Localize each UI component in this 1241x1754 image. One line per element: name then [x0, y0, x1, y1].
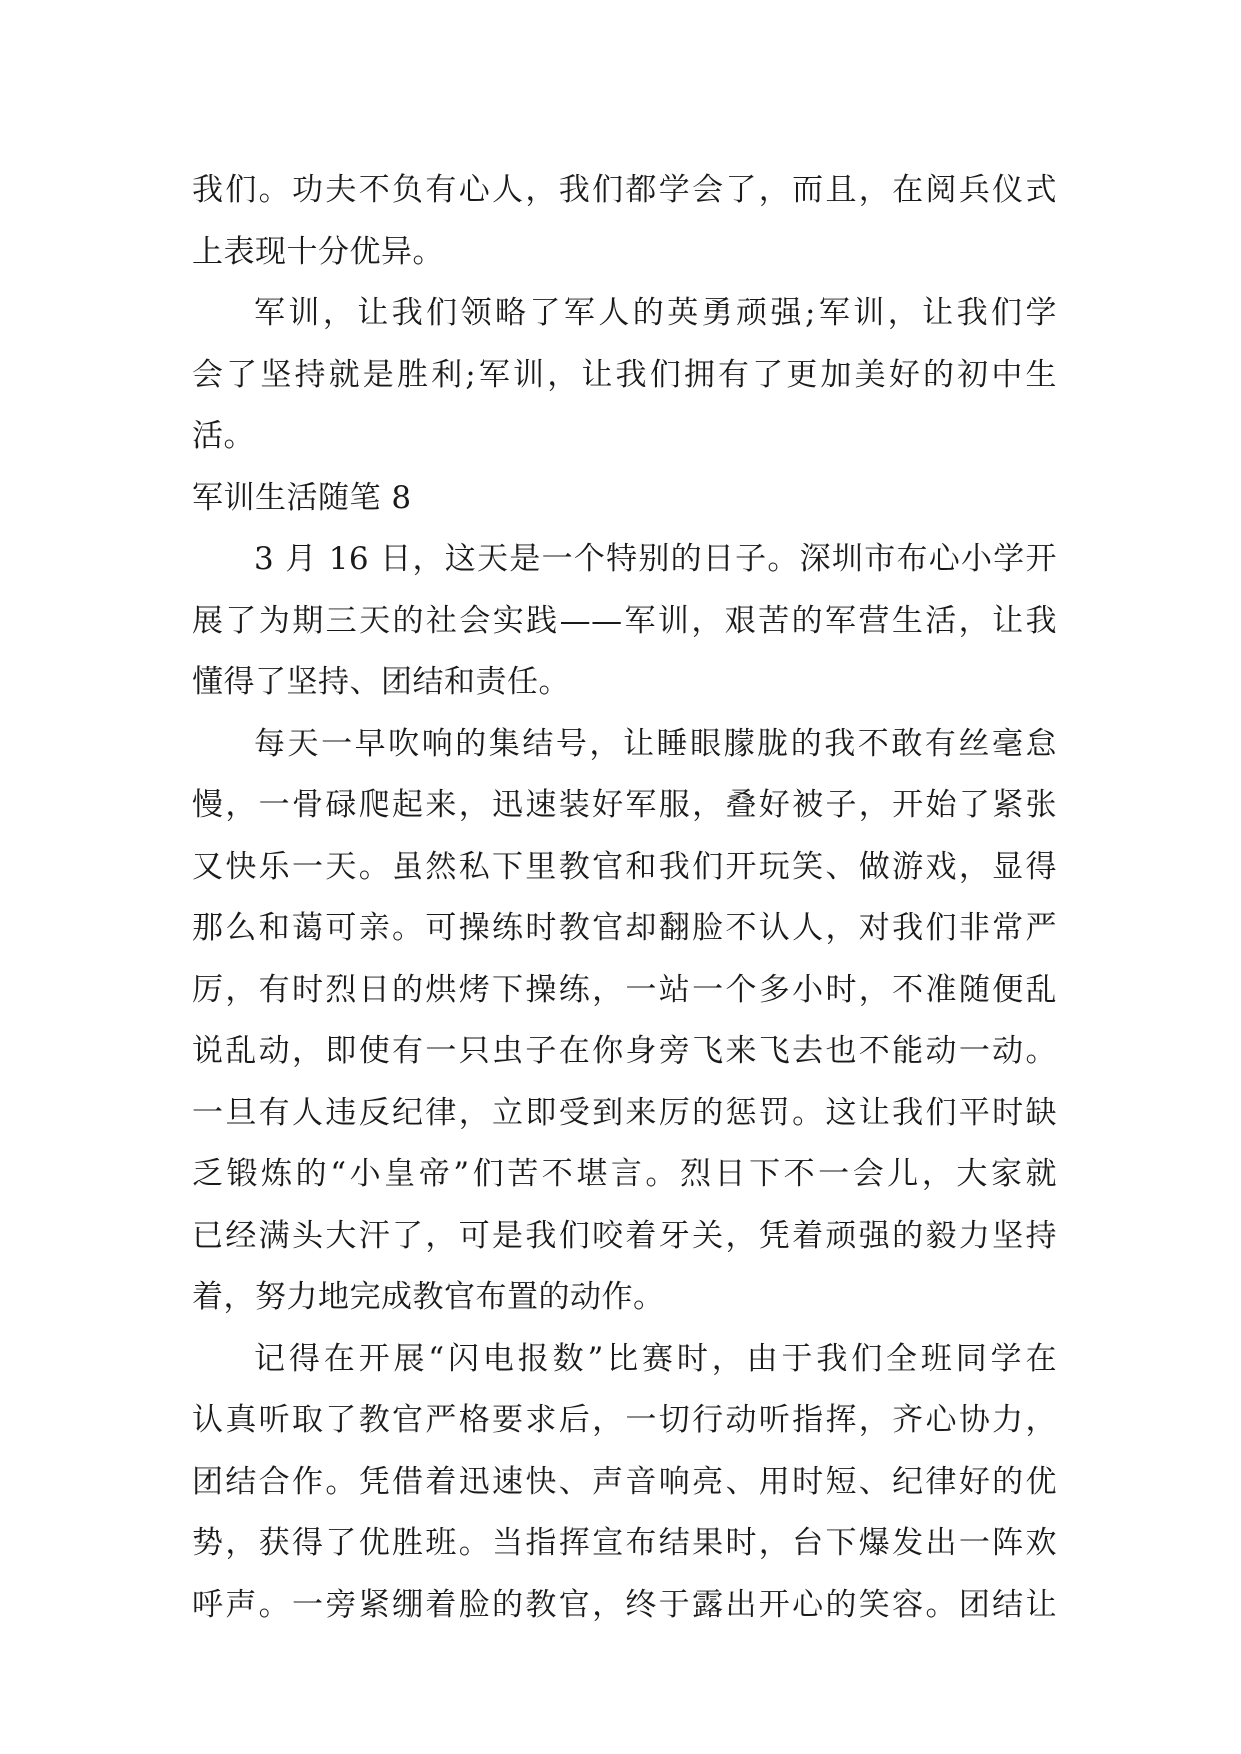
- text-line: 懂得了坚持、团结和责任。: [192, 664, 570, 700]
- text-line: 我们。功夫不负有心人，我们都学会了，而且，在阅兵仪式: [192, 172, 1057, 208]
- paragraph-first-line: 记得在开展“闪电报数”比赛时，由于我们全班同学在: [254, 1340, 1057, 1377]
- text-line: 又快乐一天。虽然私下里教官和我们开玩笑、做游戏，显得: [192, 848, 1057, 885]
- document-page: [192, 160, 1057, 1636]
- text-line: 展了为期三天的社会实践——军训，艰苦的军营生活，让我: [192, 602, 1057, 639]
- text-line: 慢，一骨碌爬起来，迅速装好军服，叠好被子，开始了紧张: [192, 787, 1057, 823]
- text-line: 活。: [192, 418, 255, 454]
- section-heading: 军训生活随笔 8: [192, 479, 412, 516]
- paragraph-first-line: 每天一早吹响的集结号，让睡眼朦胧的我不敢有丝毫怠: [254, 725, 1057, 762]
- text-line: 势，获得了优胜班。当指挥宣布结果时，台下爆发出一阵欢: [192, 1525, 1057, 1561]
- text-line: 认真听取了教官严格要求后，一切行动听指挥，齐心协力，: [192, 1402, 1057, 1438]
- text-line: 会了坚持就是胜利;军训，让我们拥有了更加美好的初中生: [192, 356, 1057, 393]
- paragraph-first-line: 3 月 16 日，这天是一个特别的日子。深圳市布心小学开: [254, 541, 1057, 577]
- paragraph-first-line: 军训，让我们领略了军人的英勇顽强;军训，让我们学: [254, 295, 1057, 331]
- text-line: 一旦有人违反纪律，立即受到来厉的惩罚。这让我们平时缺: [192, 1094, 1057, 1131]
- text-line: 那么和蔼可亲。可操练时教官却翻脸不认人，对我们非常严: [192, 910, 1057, 946]
- text-line: 厉，有时烈日的烘烤下操练，一站一个多小时，不准随便乱: [192, 971, 1057, 1008]
- text-line: 呼声。一旁紧绷着脸的教官，终于露出开心的笑容。团结让: [192, 1586, 1057, 1623]
- text-line: 乏锻炼的“小皇帝”们苦不堪言。烈日下不一会儿，大家就: [192, 1156, 1057, 1192]
- text-line: 已经满头大汗了，可是我们咬着牙关，凭着顽强的毅力坚持: [192, 1217, 1057, 1254]
- text-line: 着，努力地完成教官布置的动作。: [192, 1279, 665, 1315]
- text-line: 上表现十分优异。: [192, 233, 444, 270]
- text-line: 团结合作。凭借着迅速快、声音响亮、用时短、纪律好的优: [192, 1463, 1057, 1500]
- text-line: 说乱动，即使有一只虫子在你身旁飞来飞去也不能动一动。: [192, 1033, 1057, 1069]
